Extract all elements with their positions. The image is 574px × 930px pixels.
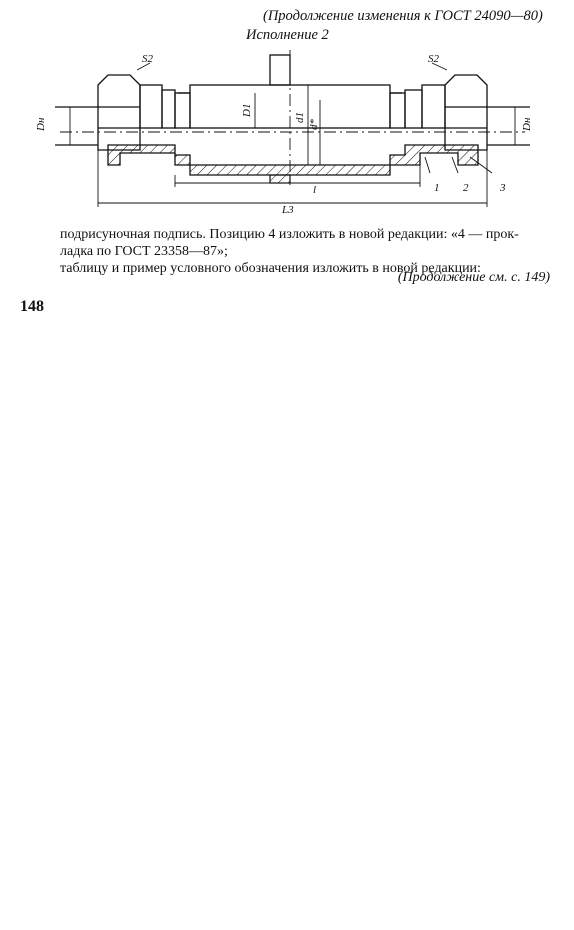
position-3-label: 3 — [500, 182, 506, 194]
position-2-label: 2 — [463, 182, 469, 194]
technical-drawing — [0, 45, 574, 225]
dn-right-label: Dн — [521, 117, 533, 131]
s2-left-label: S2 — [142, 53, 153, 65]
dn-left-label: Dн — [35, 117, 47, 131]
continuation-footer: (Продолжение см. с. 149) — [397, 270, 550, 285]
s2-right-label: S2 — [428, 53, 439, 65]
d1-lower-label: d1 — [294, 112, 306, 123]
d-star-label: d* — [308, 119, 320, 130]
page-number: 148 — [20, 298, 44, 315]
body-line-3: таблицу и пример условного обозначения изложить в новой редакции: — [60, 261, 481, 276]
l-label: l — [313, 184, 317, 196]
l3-label: L3 — [282, 204, 294, 216]
body-line-1: подрисуночная подпись. Позицию 4 изложить в новой редакции: «4 — прок- — [60, 227, 519, 242]
position-1-label: 1 — [434, 182, 440, 194]
continuation-header: (Продолжение изменения к ГОСТ 24090—80) — [263, 8, 543, 24]
execution-title: Исполнение 2 — [246, 27, 329, 43]
d1-upper-label: D1 — [241, 103, 253, 117]
body-line-2: ладка по ГОСТ 23358—87»; — [60, 244, 228, 259]
